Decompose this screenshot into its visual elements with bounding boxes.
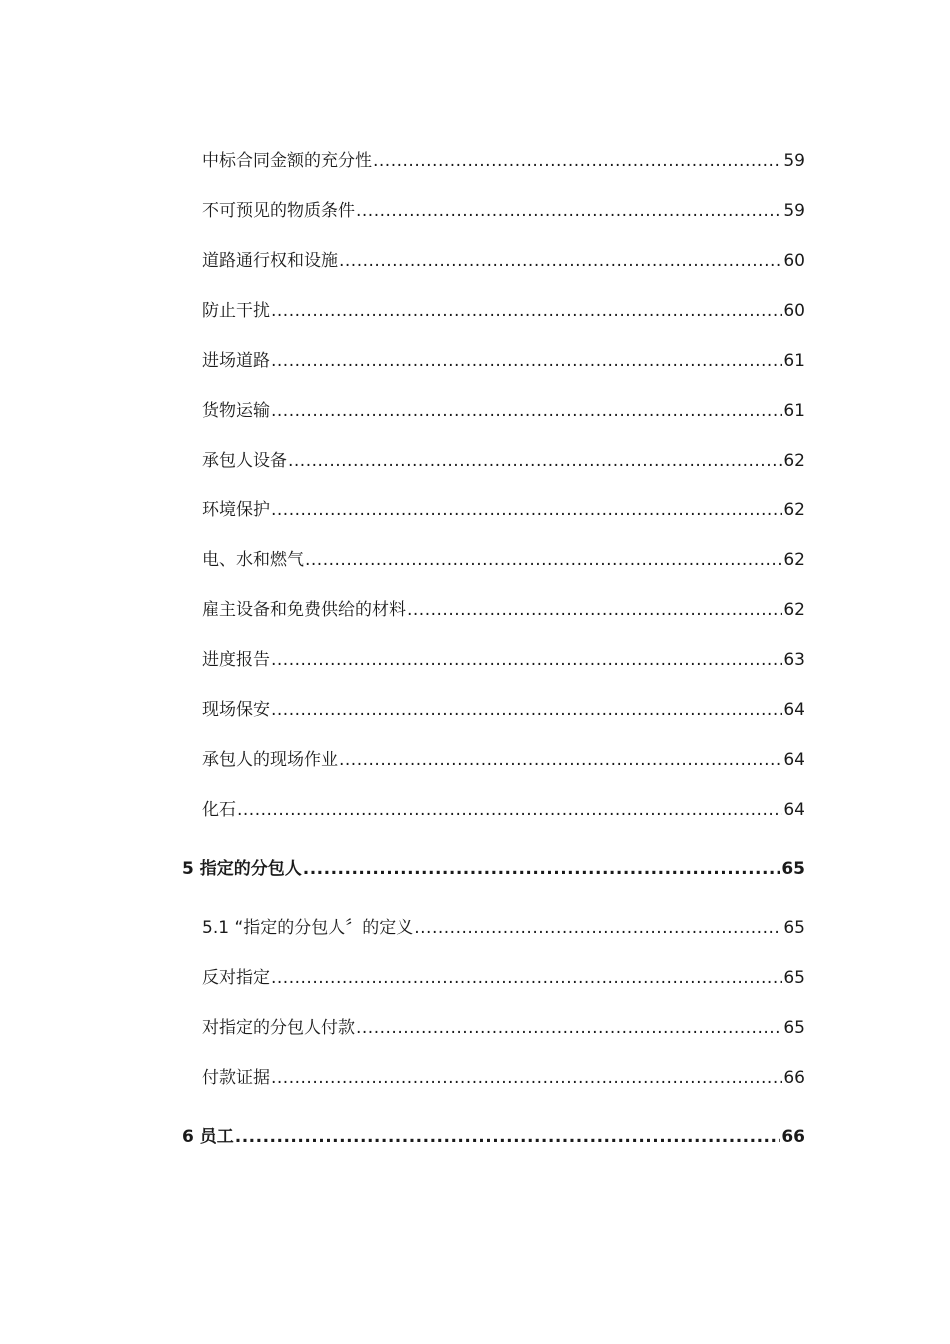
toc-entry[interactable] <box>202 398 805 424</box>
toc-entry[interactable] <box>202 797 805 823</box>
toc-entry-title: 进度报告 <box>202 650 270 670</box>
toc-entry-title: 环境保护 <box>202 500 270 520</box>
toc-entry-page: 65 <box>783 918 805 938</box>
toc-entry-title: 防止干扰 <box>202 301 270 321</box>
toc-entry-title: 5 指定的分包人 <box>182 859 302 879</box>
toc-dot-leader <box>271 697 782 723</box>
toc-entry-title: 化石 <box>202 800 236 820</box>
toc-dot-leader <box>271 298 782 324</box>
toc-entry-title: 承包人设备 <box>202 451 287 471</box>
toc-entry[interactable] <box>202 647 805 673</box>
toc-entry-page: 64 <box>783 800 805 820</box>
toc-entry[interactable] <box>202 148 805 174</box>
toc-entry-title: 反对指定 <box>202 968 270 988</box>
toc-entry[interactable] <box>202 1065 805 1091</box>
toc-dot-leader <box>235 1124 781 1150</box>
toc-entry[interactable] <box>202 747 805 773</box>
toc-entry[interactable] <box>202 497 805 523</box>
toc-entry-page: 60 <box>783 251 805 271</box>
toc-chapter-entry[interactable] <box>182 856 805 882</box>
toc-dot-leader <box>339 248 782 274</box>
toc-entry-title: 道路通行权和设施 <box>202 251 338 271</box>
toc-entry-page: 64 <box>783 700 805 720</box>
toc-entry[interactable] <box>202 198 805 224</box>
toc-dot-leader <box>288 448 782 474</box>
toc-entry-title: 不可预见的物质条件 <box>202 201 355 221</box>
toc-entry[interactable] <box>202 348 805 374</box>
toc-entry-page: 62 <box>783 550 805 570</box>
toc-dot-leader <box>271 398 782 424</box>
toc-entry-page: 66 <box>781 1127 805 1147</box>
toc-dot-leader <box>356 1015 782 1041</box>
toc-entry-page: 64 <box>783 750 805 770</box>
toc-entry-page: 62 <box>783 600 805 620</box>
toc-entry-title: 承包人的现场作业 <box>202 750 338 770</box>
toc-entry-title: 5.1 “指定的分包人〞的定义 <box>202 918 414 938</box>
toc-entry-title: 进场道路 <box>202 351 270 371</box>
toc-entry[interactable] <box>202 298 805 324</box>
toc-entry-page: 61 <box>783 401 805 421</box>
toc-dot-leader <box>237 797 782 823</box>
toc-entry-page: 65 <box>781 859 805 879</box>
toc-entry[interactable] <box>202 1015 805 1041</box>
toc-entry-title: 中标合同金额的充分性 <box>202 151 372 171</box>
toc-entry[interactable] <box>202 697 805 723</box>
toc-dot-leader <box>414 915 782 941</box>
toc-entry-page: 62 <box>783 451 805 471</box>
toc-entry-page: 59 <box>783 151 805 171</box>
toc-dot-leader <box>373 148 782 174</box>
toc-chapter-entry[interactable] <box>182 1124 805 1150</box>
toc-entry-title: 电、水和燃气 <box>202 550 304 570</box>
toc-entry[interactable] <box>202 448 805 474</box>
toc-entry-page: 65 <box>783 968 805 988</box>
toc-entry-title: 对指定的分包人付款 <box>202 1018 355 1038</box>
toc-dot-leader <box>356 198 782 224</box>
toc-entry-title: 现场保安 <box>202 700 270 720</box>
toc-entry-page: 62 <box>783 500 805 520</box>
toc-dot-leader <box>271 497 782 523</box>
toc-dot-leader <box>271 348 782 374</box>
toc-entry[interactable] <box>202 547 805 573</box>
toc-entry-title: 付款证据 <box>202 1068 270 1088</box>
toc-entry-page: 66 <box>783 1068 805 1088</box>
toc-dot-leader <box>271 965 782 991</box>
toc-entry-page: 60 <box>783 301 805 321</box>
toc-entry[interactable] <box>202 915 805 941</box>
toc-entry-page: 61 <box>783 351 805 371</box>
toc-entry[interactable] <box>202 248 805 274</box>
toc-entry-title: 雇主设备和免费供给的材料 <box>202 600 406 620</box>
toc-dot-leader <box>271 1065 782 1091</box>
toc-entry-page: 59 <box>783 201 805 221</box>
toc-dot-leader <box>339 747 782 773</box>
toc-dot-leader <box>407 597 782 623</box>
toc-entry-title: 6 员工 <box>182 1127 234 1147</box>
toc-entry-title: 货物运输 <box>202 401 270 421</box>
toc-dot-leader <box>303 856 781 882</box>
toc-entry-page: 63 <box>783 650 805 670</box>
toc-entry[interactable] <box>202 965 805 991</box>
toc-entry-page: 65 <box>783 1018 805 1038</box>
toc-dot-leader <box>305 547 782 573</box>
toc-entry[interactable] <box>202 597 805 623</box>
toc-dot-leader <box>271 647 782 673</box>
